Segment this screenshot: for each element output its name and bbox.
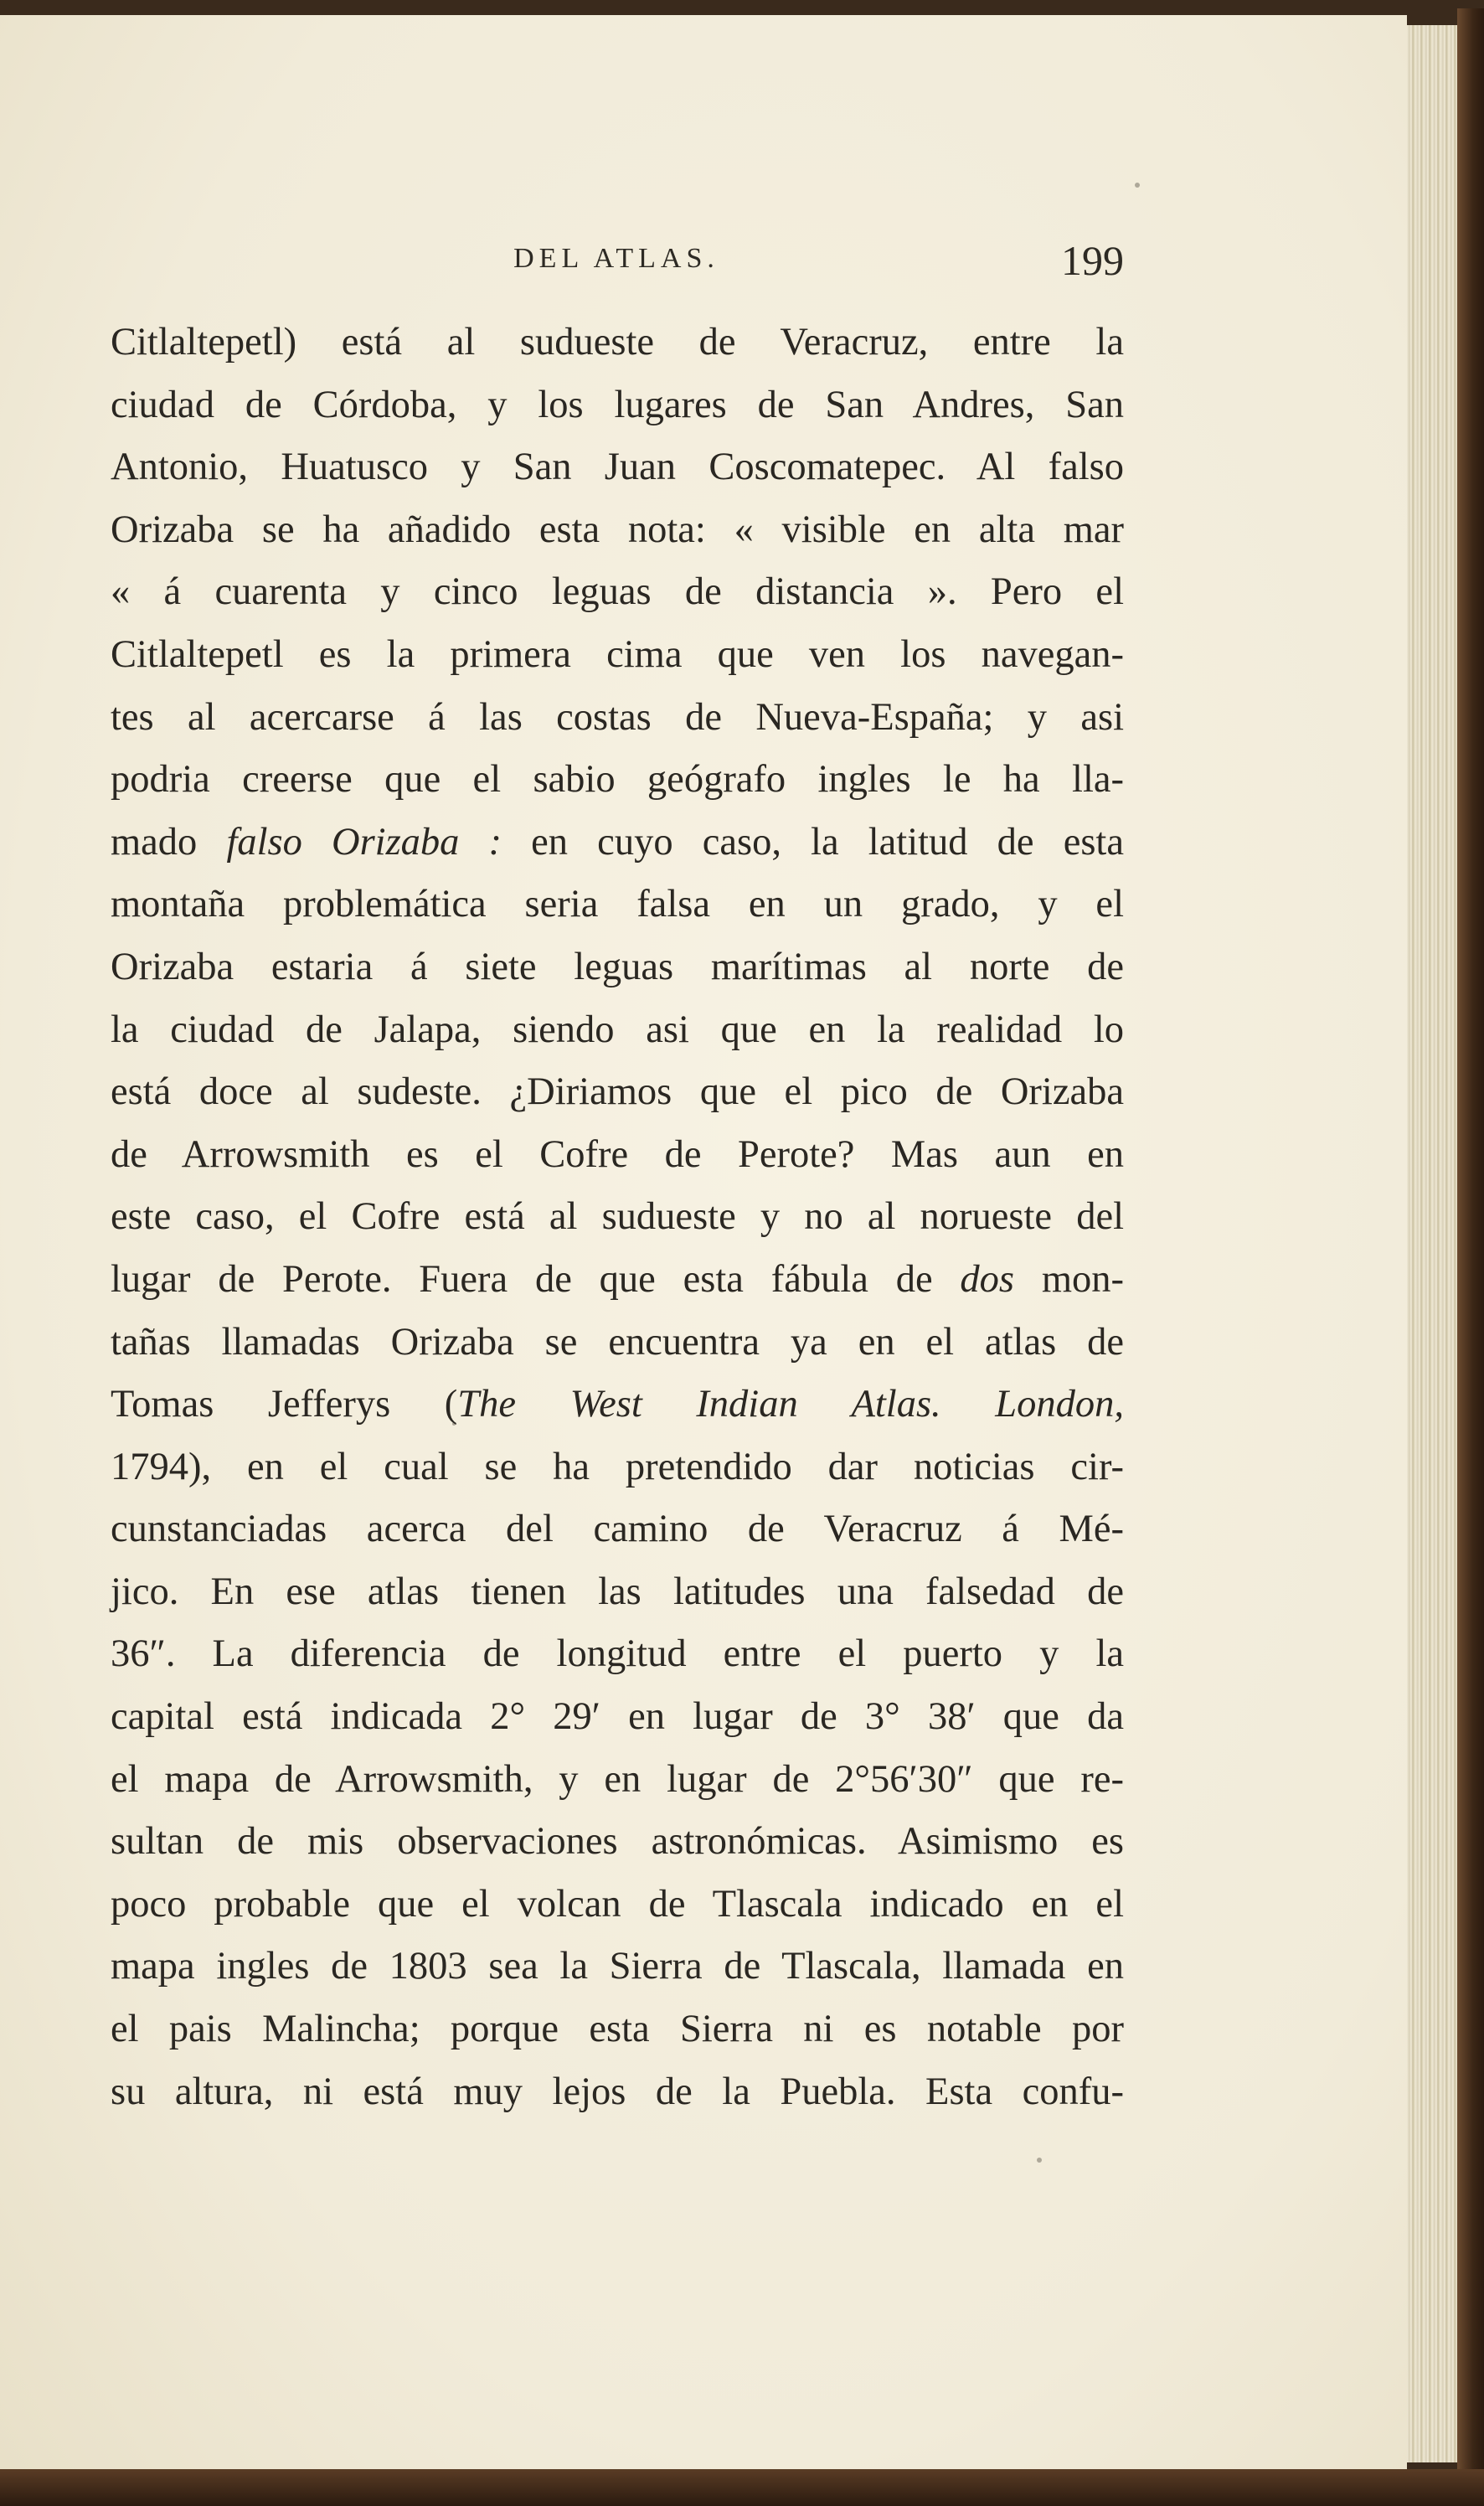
text-line xyxy=(111,874,1124,936)
text-line xyxy=(111,1249,1124,1312)
text-segment: sultan de mis observaciones astronómicas. Asimismo es xyxy=(111,1820,1124,1864)
running-head: DEL ATLAS. xyxy=(513,243,719,274)
italic-text: falso Orizaba : xyxy=(226,820,502,864)
text-segment: poco probable que el volcan de Tlascala indicado en el xyxy=(111,1882,1124,1926)
text-line xyxy=(111,561,1124,624)
text-segment: podria creerse que el sabio geógrafo ingles le ha lla- xyxy=(111,758,1124,802)
book-cover-edge xyxy=(0,2469,1484,2506)
text-segment: jico. En ese atlas tienen las latitudes una falsedad de xyxy=(111,1570,1124,1613)
text-segment: capital está indicada 2° 29′ en lugar de 3° 38′ que da xyxy=(111,1695,1124,1739)
text-line xyxy=(111,1623,1124,1686)
text-line xyxy=(111,936,1124,999)
text-segment: este caso, el Cofre está al sudueste y no al norueste del xyxy=(111,1195,1124,1239)
text-line xyxy=(111,1811,1124,1874)
text-segment: Citlaltepetl es la primera cima que ven los navegan- xyxy=(111,632,1124,676)
text-line xyxy=(111,1686,1124,1749)
text-line xyxy=(111,1561,1124,1624)
paper-speck xyxy=(1135,183,1140,188)
text-line xyxy=(111,749,1124,812)
text-segment: mapa ingles de 1803 sea la Sierra de Tlascala, llamada en xyxy=(111,1945,1124,1988)
text-line xyxy=(111,436,1124,499)
text-segment: montaña problemática seria falsa en un grado, y el xyxy=(111,883,1124,926)
text-segment: de Arrowsmith es el Cofre de Perote? Mas aun en xyxy=(111,1132,1124,1176)
text-segment: en cuyo caso, la latitud de esta xyxy=(502,820,1124,864)
text-line xyxy=(111,1874,1124,1936)
text-segment: Orizaba estaria á siete leguas marítimas al norte de xyxy=(111,945,1124,988)
text-line xyxy=(111,1374,1124,1436)
text-segment: Citlaltepetl) está al sudueste de Veracruz, entre la xyxy=(111,321,1124,364)
text-line xyxy=(111,1124,1124,1187)
text-segment: Tomas Jefferys ( xyxy=(111,1383,458,1426)
text-line xyxy=(111,1061,1124,1124)
italic-text: dos xyxy=(960,1257,1015,1301)
body-text xyxy=(111,312,1124,2123)
text-segment: Orizaba se ha añadido esta nota: « visible en alta mar xyxy=(111,508,1124,551)
italic-text: The West Indian Atlas. London, xyxy=(457,1383,1124,1426)
text-segment: ciudad de Córdoba, y los lugares de San Andres, San xyxy=(111,383,1124,426)
text-line xyxy=(111,499,1124,562)
text-line xyxy=(111,312,1124,374)
text-segment: cunstanciadas acerca del camino de Veracruz á Mé- xyxy=(111,1508,1124,1551)
text-segment: la ciudad de Jalapa, siendo asi que en la realidad lo xyxy=(111,1008,1124,1051)
text-segment: mado xyxy=(111,820,227,864)
text-line xyxy=(111,1312,1124,1374)
text-line xyxy=(111,687,1124,750)
text-line xyxy=(111,2061,1124,2124)
text-segment: tes al acercarse á las costas de Nueva-España; y asi xyxy=(111,695,1124,739)
text-segment: el pais Malincha; porque esta Sierra ni es notable por xyxy=(111,2008,1124,2051)
text-line xyxy=(111,1186,1124,1249)
text-segment: Antonio, Huatusco y San Juan Coscomatepec. Al falso xyxy=(111,446,1124,489)
text-line xyxy=(111,1936,1124,1998)
text-segment: mon- xyxy=(1014,1257,1124,1301)
text-line xyxy=(111,999,1124,1062)
text-line xyxy=(111,624,1124,687)
text-line xyxy=(111,1749,1124,1812)
page-number: 199 xyxy=(1061,237,1124,284)
text-segment: « á cuarenta y cinco leguas de distancia ». Pero el xyxy=(111,570,1124,614)
paper-speck xyxy=(1037,2158,1042,2163)
book-binding xyxy=(1457,8,1484,2506)
text-segment: 1794), en el cual se ha pretendido dar noticias cir- xyxy=(111,1445,1124,1488)
text-line xyxy=(111,812,1124,874)
text-segment: lugar de Perote. Fuera de que esta fábula de xyxy=(111,1257,961,1301)
text-segment: tañas llamadas Orizaba se encuentra ya en el atlas de xyxy=(111,1320,1124,1364)
text-segment: 36″. La diferencia de longitud entre el puerto y la xyxy=(111,1632,1124,1676)
text-segment: su altura, ni está muy lejos de la Puebla. Esta confu- xyxy=(111,2070,1124,2113)
text-segment: el mapa de Arrowsmith, y en lugar de 2°56′30″ que re- xyxy=(111,1757,1124,1801)
text-line xyxy=(111,1498,1124,1561)
text-line xyxy=(111,1436,1124,1499)
text-segment: está doce al sudeste. ¿Diriamos que el pico de Orizaba xyxy=(111,1070,1124,1114)
text-line xyxy=(111,374,1124,437)
text-line xyxy=(111,1998,1124,2061)
page-header xyxy=(109,236,1124,295)
